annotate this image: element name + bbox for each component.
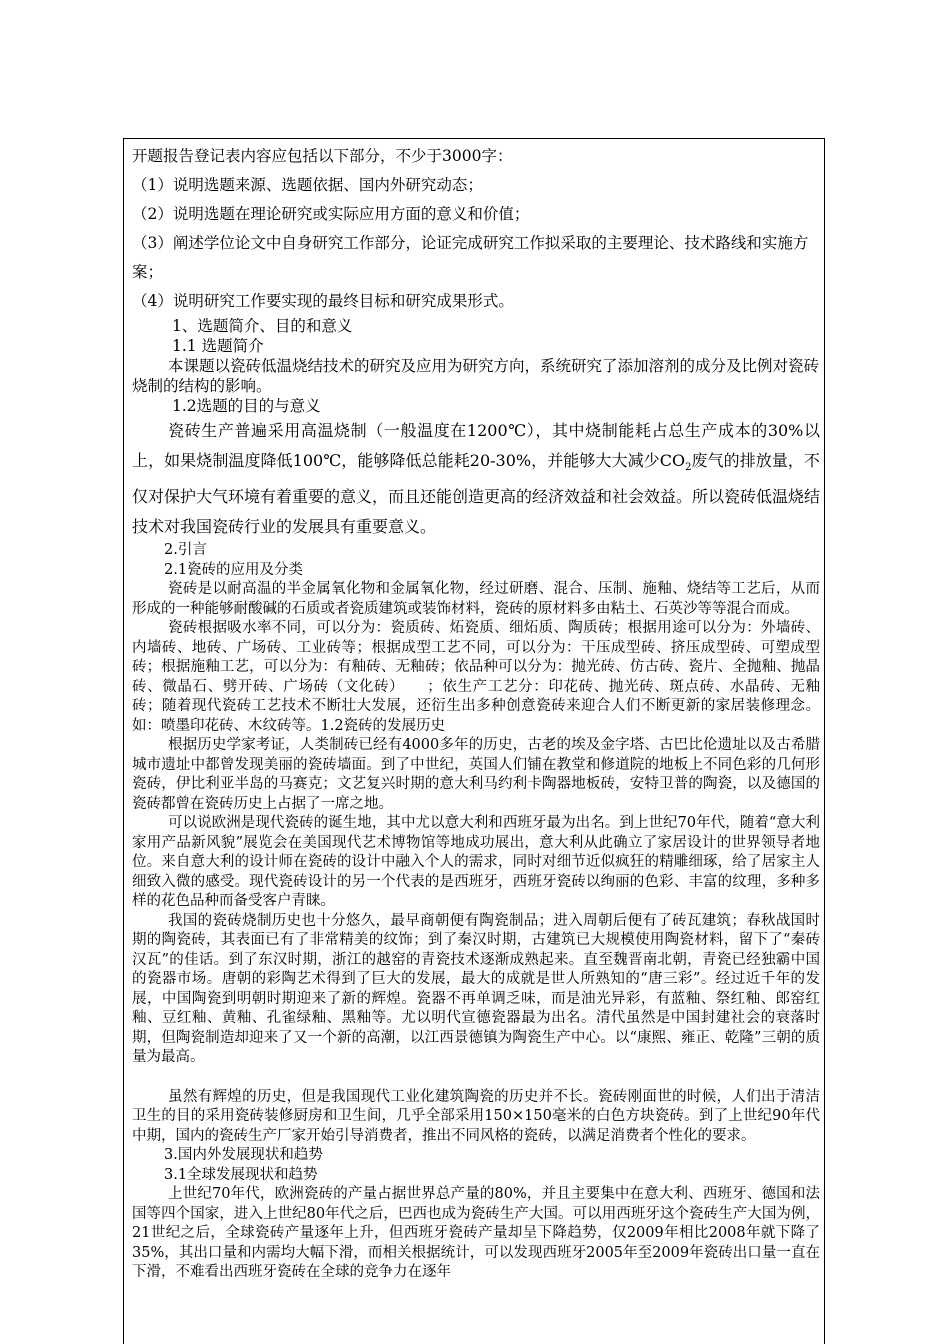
section-1-2-text-b: 废气的排放量，不仅对保护大气环境有着重要的意义，而且还能创造更高的经济效益和社会效益。所以瓷砖低温烧结技术对我国瓷砖行业的发展具有重要意义。	[132, 450, 821, 536]
section-1-2-title: 1.2选题的目的与意义	[172, 397, 321, 415]
section-3-title: 3.国内外发展现状和趋势	[164, 1147, 323, 1164]
intro-item-3: （3）阐述学位论文中自身研究工作部分，论证完成研究工作拟采取的主要理论、技术路线和实施方案；	[132, 234, 809, 281]
section-1-1-text: 本课题以瓷砖低温烧结技术的研究及应用为研究方向，系统研究了添加溶剂的成分及比例对瓷砖烧制的结构的影响。	[132, 357, 820, 395]
paragraph-gap	[132, 1068, 820, 1088]
intro-item-1: （1）说明选题来源、选题依据、国内外研究动态；	[132, 176, 483, 194]
section-3-para-1: 上世纪70年代，欧洲瓷砖的产量占据世界总产量的80%，并且主要集中在意大利、西班牙、德国和法国等四个国家，进入上世纪80年代之后，巴西也成为瓷砖生产大国。可以用西班牙这个瓷砖生产大国为例，21世纪之后，全球瓷砖产量逐年上升，但西班牙瓷砖产量却呈下降趋势，仅2009年相比2008年就下降了35%，其出口量和内需均大幅下滑，而相关根据统计，可以发现西班牙2005年至2009年瓷砖出口量一直在下滑，不难看出西班牙瓷砖在全球的竞争力在逐年	[132, 1186, 820, 1281]
section-2-para-2: 瓷砖根据吸水率不同，可以分为：瓷质砖、炻瓷质、细炻质、陶质砖；根据用途可以分为：外墙砖、内墙砖、地砖、广场砖、工业砖等；根据成型工艺不同，可以分为：干压成型砖、挤压成型砖、可塑成型砖；根据施釉工艺，可以分为：有釉砖、无釉砖；依品种可以分为：抛光砖、仿古砖、瓷片、全抛釉、抛晶砖、微晶石、劈开砖、广场砖（文化砖） ；依生产工艺分：印花砖、抛光砖、斑点砖、水晶砖、无釉砖；随着现代瓷砖工艺技术不断壮大发展，还衍生出多种创意瓷砖来迎合人们不断更新的家居装修理念。如：喷墨印花砖、木纹砖等。1.2瓷砖的发展历史	[132, 620, 820, 734]
section-2-1-title: 2.1瓷砖的应用及分类	[164, 561, 304, 578]
section-2-title: 2.引言	[164, 542, 207, 559]
intro-item-4: （4）说明研究工作要实现的最终目标和研究成果形式。	[132, 292, 514, 310]
section-2-para-4: 可以说欧洲是现代瓷砖的诞生地，其中尤以意大利和西班牙最为出名。到上世纪70年代，随着“意大利家用产品新风貌”展览会在美国现代艺术博物馆等地成功展出，意大利从此确立了家居设计的世界领导者地位。来自意大利的设计师在瓷砖的设计中融入个人的需求，同时对细节近似疯狂的精雕细琢，给了居家主人细致入微的感受。现代瓷砖设计的另一个代表的是西班牙，西班牙瓷砖以绚丽的色彩、丰富的纹理，多种多样的花色品种而备受客户青睐。	[132, 815, 820, 910]
co2-subscript: 2	[685, 461, 692, 473]
intro-line: 开题报告登记表内容应包括以下部分，不少于3000字：	[132, 147, 513, 165]
section-1-1-title: 1.1 选题简介	[172, 337, 264, 355]
section-1-2-text-a: 瓷砖生产普遍采用高温烧制（一般温度在1200℃），其中烧制能耗占总生产成本的30%以上，如果烧制温度降低100℃，能够降低总能耗20-30%，并能够大大减少CO	[132, 421, 820, 470]
section-2-para-6: 虽然有辉煌的历史，但是我国现代工业化建筑陶瓷的历史并不长。瓷砖刚面世的时候，人们出于清洁卫生的目的采用瓷砖装修厨房和卫生间，几乎全部采用150×150毫米的白色方块瓷砖。到了上世纪90年代中期，国内的瓷砖生产厂家开始引导消费者，推出不同风格的瓷砖，以满足消费者个性化的要求。	[132, 1088, 820, 1144]
section-1-2-text	[132, 416, 820, 541]
section-2-para-3: 根据历史学家考证，人类制砖已经有4000多年的历史，古老的埃及金字塔、古巴比伦遗址以及古希腊城市遗址中都曾发现美丽的瓷砖墙面。到了中世纪，英国人们铺在教堂和修道院的地板上不同色彩的几何形瓷砖，伊比利亚半岛的马赛克；文艺复兴时期的意大利马约利卡陶器地板砖，安特卫普的陶瓷，以及德国的瓷砖都曾在瓷砖历史上占据了一席之地。	[132, 737, 820, 812]
intro-item-2: （2）说明选题在理论研究或实际应用方面的意义和价值；	[132, 205, 530, 223]
section-3-1-title: 3.1全球发展现状和趋势	[164, 1166, 318, 1183]
section-1-title: 1、选题简介、目的和意义	[172, 317, 353, 335]
section-2-para-5: 我国的瓷砖烧制历史也十分悠久，最早商朝便有陶瓷制品；进入周朝后便有了砖瓦建筑；春秋战国时期的陶瓷砖，其表面已有了非常精美的纹饰；到了秦汉时期，古建筑已大规模使用陶瓷材料，留下了“秦砖汉瓦”的佳话。到了东汉时期，浙江的越窑的青瓷技术逐渐成熟起来。直至魏晋南北朝，青瓷已经独霸中国的瓷器市场。唐朝的彩陶艺术得到了巨大的发展，最大的成就是世人所熟知的“唐三彩”。经过近千年的发展，中国陶瓷到明朝时期迎来了新的辉煌。瓷器不再单调乏味，而是油光异彩，有蓝釉、祭红釉、郎窑红釉、豆红釉、黄釉、孔雀绿釉、黑釉等。尤以明代宣德瓷器最为出名。清代虽然是中国封建社会的衰落时期，但陶瓷制造却迎来了又一个新的高潮，以江西景德镇为陶瓷生产中心。以“康熙、雍正、乾隆”三朝的质量为最高。	[132, 912, 820, 1066]
section-2-para-1: 瓷砖是以耐高温的半金属氧化物和金属氧化物，经过研磨、混合、压制、施釉、烧结等工艺后，从而形成的一种能够耐酸碱的石质或者瓷质建筑或装饰材料，瓷砖的原材料多由粘土、石英沙等等混合而成。	[132, 581, 820, 617]
report-content	[132, 142, 820, 1283]
